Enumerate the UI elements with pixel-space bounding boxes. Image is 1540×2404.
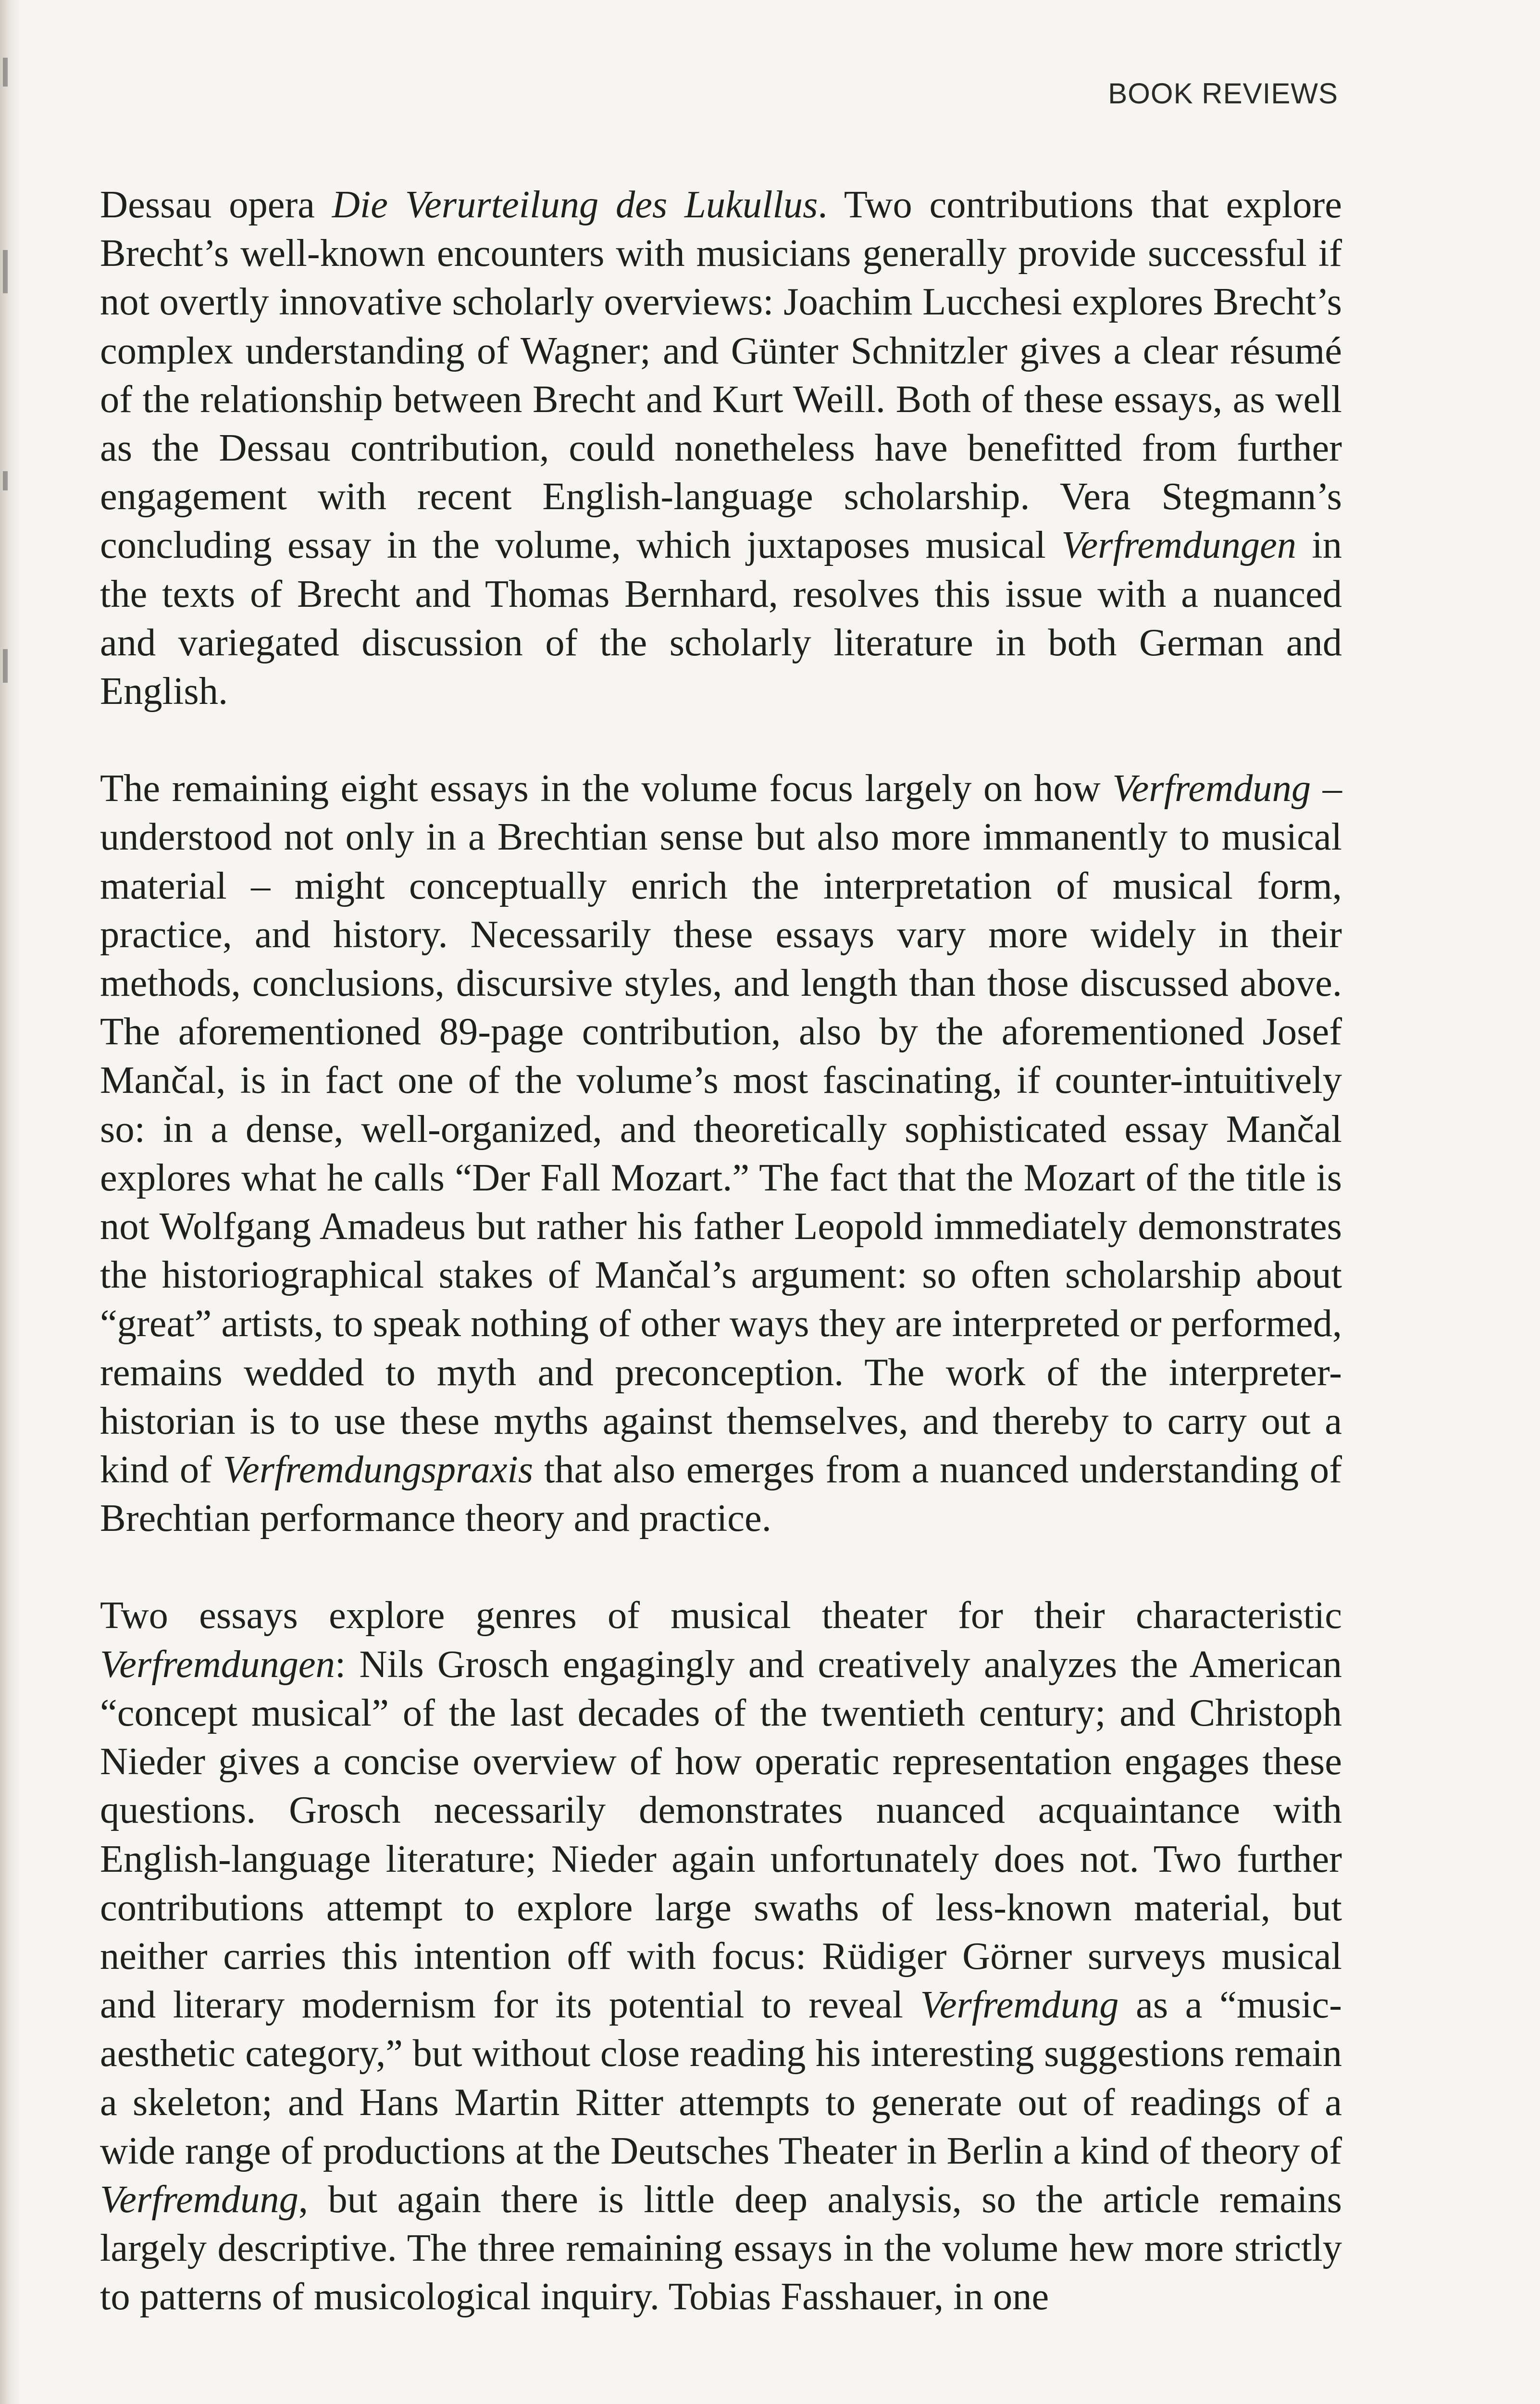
text-run: Two essays explore genres of musical theater for their characteristic <box>100 1594 1342 1637</box>
italic-term: Verfremdungspraxis <box>223 1448 534 1491</box>
italic-term: Verfremdung <box>1112 767 1311 810</box>
text-run: Dessau opera <box>100 183 332 226</box>
text-run: in the texts of Brecht and Thomas Bernhard, resolves this issue with a nuanced and variegated discussion of the scholarly literature in both German and English. <box>100 524 1342 713</box>
scan-speck <box>3 58 8 87</box>
italic-term: Verfremdungen <box>1061 524 1297 567</box>
text-run: as a “music-aesthetic category,” but without close reading his interesting suggestions remain a skeleton; and Hans Martin Ritter attempts to generate out of readings of a wide range of productions at the Deutsches Theater in Berlin a kind of theory of <box>100 1983 1342 2172</box>
text-run: – understood not only in a Brechtian sense but also more immanently to musical material – might conceptually enrich the interpretation of musical form, practice, and history. Necessarily these essays vary more widely in their methods, conclusions, discursive styles, and length than those discussed above. The aforementioned 89-page contribution, also by the aforementioned Josef Mančal, is in fact one of the volume’s most fascinating, if counter-intuitively so: in a dense, well-organized, and theoretically sophisticated essay Mančal explores what he calls “Der Fall Mozart.” The fact that the Mozart of the title is not Wolfgang Amadeus but rather his father Leopold immediately demonstrates the historiographical stakes of Mančal’s argument: so often scholarship about “great” artists, to speak nothing of other ways they are interpreted or performed, remains wedded to myth and preconception. The work of the interpreter-historian is to use these myths against themselves, and thereby to carry out a kind of <box>100 767 1342 1491</box>
text-run: , but again there is little deep analysis, so the article remains largely descriptive. The three remaining essays in the volume hew more strictly to patterns of musicological inquiry. Tobias Fasshauer, in one <box>100 2178 1342 2318</box>
italic-term: Verfremdung <box>920 1983 1119 2027</box>
scan-speck <box>3 649 8 683</box>
running-head: BOOK REVIEWS <box>1108 77 1338 110</box>
text-run: that also emerges from a nuanced understanding of Brechtian performance theory and practice. <box>100 1448 1342 1540</box>
text-run: . Two contributions that explore Brecht’s well-known encounters with musicians generally provide successful if not overtly innovative scholarly overviews: Joachim Lucchesi explores Brecht’s complex understanding of Wagner; and Günter Schnitzler gives a clear résumé of the relationship between Brecht and Kurt Weill. Both of these essays, as well as the Dessau contribution, could nonetheless have benefitted from further engagement with recent English-language scholarship. Vera Stegmann’s concluding essay in the volume, which juxtaposes musical <box>100 183 1342 567</box>
opera-title: Die Verurteilung des Lukullus <box>332 183 818 226</box>
page-binding-edge <box>0 0 20 2404</box>
review-body <box>100 180 1342 2321</box>
italic-term: Verfremdungen <box>100 1642 335 1686</box>
text-run: : Nils Grosch engagingly and creatively analyzes the American “concept musical” of the last decades of the twentieth century; and Christoph Nieder gives a concise overview of how operatic representation engages these questions. Grosch necessarily demonstrates nuanced acquaintance with English-language literature; Nieder again unfortunately does not. Two further contributions attempt to explore large swaths of less-known material, but neither carries this intention off with focus: Rüdiger Görner surveys musical and literary modernism for its potential to reveal <box>100 1642 1342 2027</box>
scan-speck <box>3 250 8 293</box>
text-run: The remaining eight essays in the volume focus largely on how <box>100 767 1113 810</box>
paragraph-2 <box>100 764 1342 1542</box>
scan-speck <box>3 471 8 490</box>
italic-term: Verfremdung <box>100 2178 298 2221</box>
paragraph-3 <box>100 1591 1342 2321</box>
paragraph-1 <box>100 180 1342 715</box>
